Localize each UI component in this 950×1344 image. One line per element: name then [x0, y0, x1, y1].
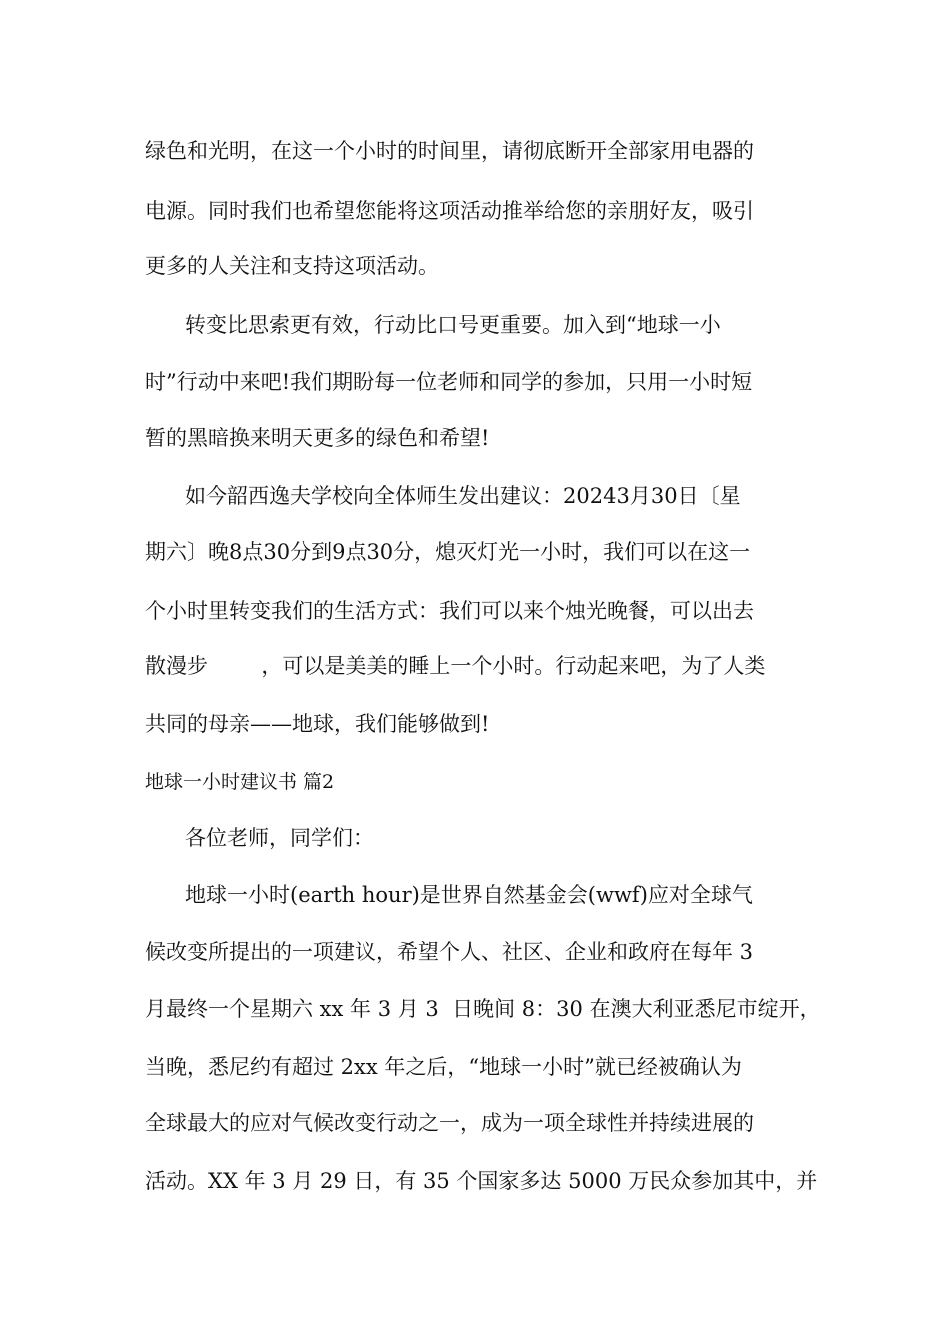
paragraph-line: 电源。同时我们也希望您能将这项活动推举给您的亲朋好友，吸引: [145, 199, 754, 223]
paragraph-line: 绿色和光明，在这一个小时的时间里，请彻底断开全部家用电器的: [145, 139, 754, 163]
paragraph-line: 共同的母亲——地球，我们能够做到!: [145, 712, 490, 736]
salutation-line: 各位老师，同学们：: [145, 826, 375, 850]
paragraph-line: 转变比思索更有效，行动比口号更重要。加入到“地球一小: [145, 313, 721, 337]
paragraph-line: 候改变所提出的一项建议，希望个人、社区、企业和政府在每年 3: [145, 940, 754, 964]
paragraph-line: 月最终一个星期六 xx 年 3 月 3 日晚间 8：30 在澳大利亚悉尼市绽开，: [145, 997, 821, 1021]
paragraph-line: 全球最大的应对气候改变行动之一，成为一项全球性并持续进展的: [145, 1111, 754, 1135]
paragraph-line: 如今韶西逸夫学校向全体师生发出建议：20243月30日〔星: [145, 484, 741, 508]
paragraph-line: 地球一小时(earth hour)是世界自然基金会(wwf)应对全球气: [145, 883, 753, 907]
section-heading: 地球一小时建议书 篇2: [145, 771, 335, 793]
paragraph-line: 更多的人关注和支持这项活动。: [145, 254, 439, 278]
paragraph-line: 暂的黑暗换来明天更多的绿色和希望!: [145, 426, 490, 450]
paragraph-line: 期六〕晚8点30分到9点30分，熄灭灯光一小时，我们可以在这一: [145, 540, 751, 564]
paragraph-line: 散漫步 ，可以是美美的睡上一个小时。行动起来吧，为了人类: [145, 654, 766, 678]
paragraph-line: 时”行动中来吧!我们期盼每一位老师和同学的参加，只用一小时短: [145, 370, 753, 394]
paragraph-line: 活动。XX 年 3 月 29 日，有 35 个国家多达 5000 万民众参加其中，并: [145, 1169, 818, 1193]
paragraph-line: 当晚，悉尼约有超过 2xx 年之后，“地球一小时”就已经被确认为: [145, 1055, 742, 1079]
paragraph-line: 个小时里转变我们的生活方式：我们可以来个烛光晚餐，可以出去: [145, 599, 754, 623]
